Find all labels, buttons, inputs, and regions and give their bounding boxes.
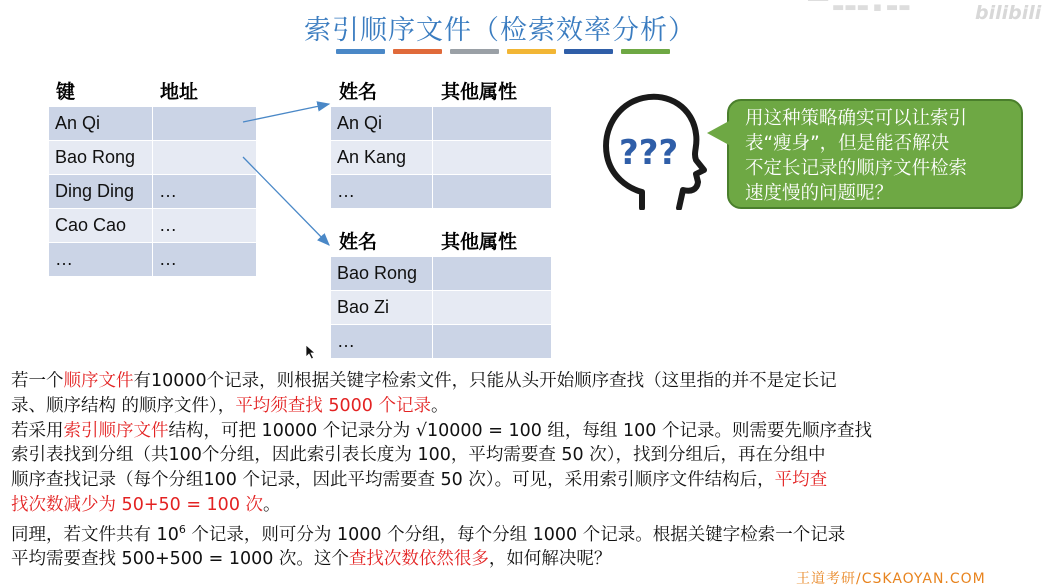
index-key-cell: Cao Cao — [49, 209, 153, 243]
text-span: 顺序查找记录（每个分组100 个记录，因此平均需要查 50 次）。可见，采用索引顺序文件结构后， — [11, 470, 775, 491]
text-span: 。 — [430, 395, 449, 416]
group2-header-name: 姓名 — [339, 231, 378, 253]
group1-name-cell: … — [331, 175, 433, 209]
index-header-key: 键 — [56, 81, 76, 103]
paragraph-index-sequential — [11, 419, 1011, 518]
svg-text:???: ??? — [619, 133, 679, 173]
group1-name-cell: An Qi — [331, 107, 433, 141]
footer-brand: 王道考研/CSKAOYAN.COM — [796, 571, 986, 587]
highlight-text: 平均查 — [774, 470, 828, 491]
mouse-cursor-icon — [305, 344, 317, 360]
group1-header-other: 其他属性 — [441, 81, 518, 103]
group2-name-cell: … — [331, 325, 433, 359]
group2-name-cell: Bao Rong — [331, 257, 433, 291]
text-span: 若一个 — [11, 371, 64, 391]
text-span: 平均需要查找 500+500 = 1000 次。这个 — [11, 549, 349, 570]
paragraph-sequential — [11, 369, 1011, 419]
text-span: 个记录，则可分为 1000 个分组，每个分组 1000 个记录。根据关键字检索一个记录 — [185, 524, 846, 545]
bilibili-watermark: bilibili — [975, 2, 1042, 24]
index-addr-cell: … — [153, 243, 257, 277]
bubble-line: 用这种策略确实可以让索引 — [745, 108, 968, 129]
index-addr-cell: … — [153, 175, 257, 209]
text-span: 同理，若文件共有 10 — [11, 524, 179, 545]
text-span: 索引表找到分组（共100个分组，因此索引表长度为 100，平均需要查 50 次），找到分组后，再在分组中 — [11, 445, 826, 466]
bubble-line: 速度慢的问题呢？ — [745, 183, 894, 204]
text-span: 有10000个记录，则根据关键字检索文件，只能从头开始顺序查找（这里指的并不是定长记 — [133, 371, 837, 391]
group1-header-name: 姓名 — [339, 81, 378, 103]
index-addr-cell: … — [153, 209, 257, 243]
index-key-cell: An Qi — [49, 107, 153, 141]
watermark-scribble: ▔▔ ▬▬▬ ▪ ▬▬ — [808, 0, 911, 15]
index-key-cell: … — [49, 243, 153, 277]
bubble-line: 不定长记录的顺序文件检索 — [745, 158, 968, 179]
group1-name-cell: An Kang — [331, 141, 433, 175]
index-header-addr: 地址 — [160, 81, 199, 103]
superscript: 6 — [178, 522, 186, 536]
bubble-line: 表“瘦身”，但是能否解决 — [745, 133, 950, 154]
page-title: 索引顺序文件（检索效率分析） — [304, 15, 696, 46]
arrow-to-group1 — [243, 104, 329, 122]
explanation-text — [11, 369, 1011, 572]
highlight-text: 顺序文件 — [63, 371, 134, 391]
text-span: 若采用 — [11, 420, 64, 441]
text-span: 结构，可把 10000 个记录分为 √10000 = 100 组，每组 100 个记录。则需要先顺序查找 — [168, 420, 872, 441]
text-span: 录、顺序结构 的顺序文件）， — [11, 395, 236, 416]
highlight-text: 找次数减少为 50+50 = 100 次 — [11, 494, 264, 515]
text-span: ，如何解决呢？ — [488, 549, 612, 570]
highlight-text: 索引顺序文件 — [63, 420, 169, 441]
speech-bubble — [727, 99, 1023, 209]
arrow-to-group2 — [243, 157, 329, 245]
highlight-text: 查找次数依然很多 — [348, 549, 489, 570]
index-key-cell: Ding Ding — [49, 175, 153, 209]
index-key-cell: Bao Rong — [49, 141, 153, 175]
bubble-tail — [707, 121, 729, 145]
group2-name-cell: Bao Zi — [331, 291, 433, 325]
paragraph-scaling — [11, 518, 1011, 572]
question-head-icon — [597, 90, 707, 210]
group2-header-other: 其他属性 — [441, 231, 518, 253]
highlight-text: 平均须查找 5000 个记录 — [235, 395, 431, 416]
text-span: 。 — [263, 494, 281, 515]
